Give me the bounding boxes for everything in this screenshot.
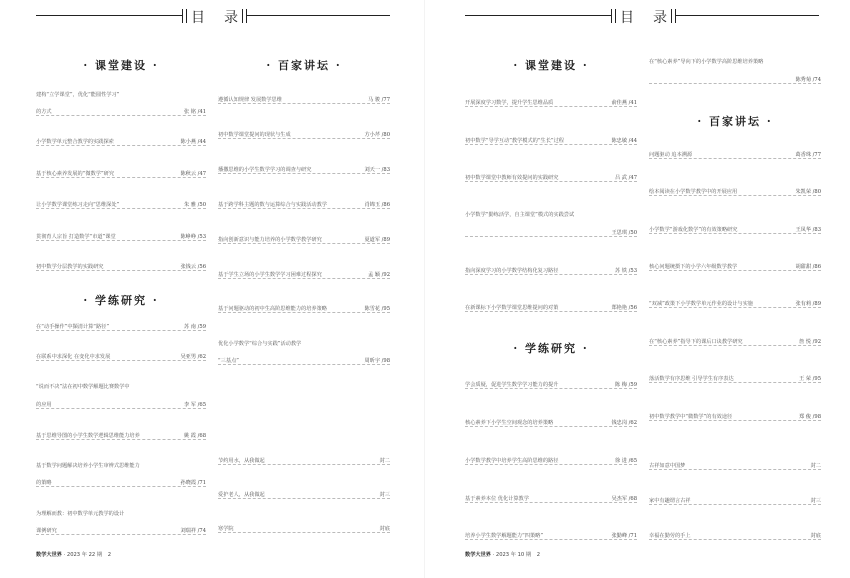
entry-author-page: 马 骏 /77 bbox=[367, 97, 390, 103]
entry-title: 古祥如意中国梦 bbox=[649, 463, 686, 469]
toc-entry[interactable] bbox=[465, 383, 637, 391]
entry-author-page: 朱 雅 /50 bbox=[183, 202, 206, 208]
entry-title: 初中数学教学中“微数学”的有效途径 bbox=[649, 414, 733, 420]
toc-entry[interactable] bbox=[465, 534, 637, 542]
header-bar bbox=[615, 9, 616, 23]
entry-author-page: 吕 武 /47 bbox=[614, 175, 637, 181]
toc-page-right bbox=[425, 0, 850, 578]
entry-author-page: 郑 俊 /98 bbox=[798, 414, 821, 420]
header-bar bbox=[611, 9, 612, 23]
entry-title: 让小学数学课堂练习走向“思维深处” bbox=[36, 202, 120, 208]
section-heading-ketang: · 课堂建设 · bbox=[83, 59, 159, 72]
toc-entry[interactable] bbox=[465, 459, 637, 467]
entry-title: 的策略 bbox=[36, 480, 52, 486]
entry-author-page: 钱忠岗 /62 bbox=[611, 420, 637, 426]
entry-title: “三基点” bbox=[218, 358, 239, 364]
entry-author-page: 刘瑞祥 /74 bbox=[180, 528, 206, 534]
toc-entry[interactable] bbox=[36, 203, 206, 211]
toc-entry[interactable] bbox=[36, 434, 206, 442]
toc-entry[interactable] bbox=[465, 176, 637, 184]
entry-author-page: 张钱云 /56 bbox=[180, 264, 206, 270]
toc-entry[interactable] bbox=[218, 342, 390, 350]
section-heading-xuelian: · 学练研究 · bbox=[83, 294, 159, 307]
entry-author-page: 吴亚男 /62 bbox=[180, 354, 206, 360]
toc-entry[interactable] bbox=[36, 355, 206, 363]
entry-author-page: 吴杰军 /68 bbox=[611, 496, 637, 502]
entry-title: 初中数学“导学互动”教学模式的“生长”过程 bbox=[465, 138, 564, 144]
entry-title: 的方式 bbox=[36, 109, 52, 115]
entry-author-page: 封三 bbox=[379, 492, 390, 498]
toc-entry[interactable] bbox=[218, 493, 390, 501]
entry-author-page: 封底 bbox=[810, 533, 821, 539]
toc-entry[interactable] bbox=[649, 78, 821, 86]
toc-entry[interactable] bbox=[36, 172, 206, 180]
header-bar bbox=[246, 9, 247, 23]
header-title-char: 目 bbox=[191, 10, 205, 26]
entry-author-page: 周昕宇 /98 bbox=[364, 358, 390, 364]
entry-author-page: 刘天一 /83 bbox=[364, 167, 390, 173]
entry-title: 核心素养下小学生空间观念的培养策略 bbox=[465, 420, 554, 426]
entry-title: 初中数学分层教学的实践研究 bbox=[36, 264, 104, 270]
entry-author-page: 封二 bbox=[810, 463, 821, 469]
entry-title: 初中数学课堂提问的现状与生成 bbox=[218, 132, 291, 138]
entry-title: 绘本阅读在小学数学教学中的开展应用 bbox=[649, 189, 738, 195]
toc-entry[interactable] bbox=[36, 403, 206, 411]
entry-title: 基于核心素养发展的“微数学”研究 bbox=[36, 171, 115, 177]
toc-entry[interactable] bbox=[649, 153, 821, 161]
entry-title: 小学数学“游戏化数学”的有效策略研究 bbox=[649, 227, 738, 233]
toc-entry[interactable] bbox=[649, 377, 821, 385]
entry-author-page: 王思琪 /50 bbox=[611, 230, 637, 236]
entry-title: 在“动手操作”中撷清计算“路径” bbox=[36, 324, 110, 330]
toc-entry[interactable] bbox=[218, 133, 390, 141]
toc-entry[interactable] bbox=[36, 529, 206, 537]
entry-title: 指向创新意识与能力培养的小学数学教学研究 bbox=[218, 237, 322, 243]
entry-author-page: 孟 颖 /92 bbox=[367, 272, 390, 278]
toc-entry[interactable] bbox=[649, 534, 821, 542]
entry-author-page: 张勤峰 /71 bbox=[611, 533, 637, 539]
entry-author-page: 郑艳艳 /56 bbox=[611, 305, 637, 311]
entry-title: 爱护老人，从我做起 bbox=[218, 492, 265, 498]
entry-title: 基于跨学科主题的数与运算综合与实践活动教学 bbox=[218, 202, 327, 208]
toc-entry[interactable] bbox=[465, 421, 637, 429]
section-heading-baijia: · 百家讲坛 · bbox=[266, 59, 342, 72]
toc-entry[interactable] bbox=[649, 228, 821, 236]
entry-author-page: 李 军 /65 bbox=[183, 402, 206, 408]
entry-author-page: 夏道军 /89 bbox=[364, 237, 390, 243]
entry-title: 开展深度学习数学，提升学生思维品质 bbox=[465, 100, 554, 106]
toc-entry[interactable] bbox=[36, 140, 206, 148]
entry-author-page: 陈秀菊 /74 bbox=[795, 77, 821, 83]
entry-title: 基于学生立场的小学生数学学习困难过程探究 bbox=[218, 272, 322, 278]
entry-author-page: 苏 南 /59 bbox=[183, 324, 206, 330]
header-bar bbox=[671, 9, 672, 23]
entry-author-page: 肖锦玉 /86 bbox=[364, 202, 390, 208]
entry-title: “双减”政策下小学数学单元作业的设计与实施 bbox=[649, 301, 753, 307]
entry-author-page: 王 荣 /95 bbox=[798, 376, 821, 382]
entry-title: 优化小学数学“综合与实践”活动教学 bbox=[218, 341, 302, 347]
toc-entry[interactable] bbox=[218, 307, 390, 315]
section-heading-ketang: · 课堂建设 · bbox=[513, 59, 589, 72]
entry-title: 在新课标下小学数学课堂思维提问的对策 bbox=[465, 305, 559, 311]
entry-author-page: 陈秋云 /47 bbox=[180, 171, 206, 177]
toc-entry[interactable] bbox=[649, 60, 821, 68]
entry-author-page: 俞佳燕 /41 bbox=[611, 100, 637, 106]
toc-entry[interactable] bbox=[649, 499, 821, 507]
entry-author-page: 陈雪花 /95 bbox=[364, 306, 390, 312]
entry-title: 基于素养本位 优化计算教学 bbox=[465, 496, 529, 502]
toc-header bbox=[36, 6, 390, 26]
entry-title: 小学数学“勤练活学，自主课堂”模式的实践尝试 bbox=[465, 212, 575, 218]
toc-entry[interactable] bbox=[36, 235, 206, 243]
toc-entry[interactable] bbox=[218, 98, 390, 106]
page-footer bbox=[36, 551, 111, 558]
entry-title: 为理解而教：初中数学单元教学的设计 bbox=[36, 511, 125, 517]
header-rule-left bbox=[36, 15, 182, 16]
toc-entry[interactable] bbox=[218, 273, 390, 281]
entry-title: 在“核心素养”导向下的小学数学高阶思维培养策略 bbox=[649, 59, 764, 65]
entry-title: 播撒思维的小学生数学学习的调查与研究 bbox=[218, 167, 312, 173]
section-heading-baijia: · 百家讲坛 · bbox=[697, 115, 773, 128]
issue-label: · 2023 年 10 期 bbox=[492, 552, 532, 558]
entry-author-page: 葛香珠 /77 bbox=[795, 152, 821, 158]
entry-author-page: 苏 铁 /53 bbox=[614, 268, 637, 274]
entry-title: 课例研究 bbox=[36, 528, 57, 534]
toc-entry[interactable] bbox=[36, 385, 206, 393]
entry-title: 核心问题统摄下的小学六年级数学教学 bbox=[649, 264, 738, 270]
entry-author-page: 孙晓霞 /71 bbox=[180, 480, 206, 486]
toc-entry[interactable] bbox=[465, 269, 637, 277]
magazine-name: 数学大世界 bbox=[36, 552, 62, 558]
entry-title: 学会质疑，促进学生数学学习能力的提升 bbox=[465, 382, 559, 388]
entry-author-page: 陈峥峥 /53 bbox=[180, 234, 206, 240]
toc-entry[interactable] bbox=[649, 265, 821, 273]
entry-title: 培养小学生数学解题能力“四策略” bbox=[465, 533, 544, 539]
toc-entry[interactable] bbox=[465, 101, 637, 109]
toc-entry[interactable] bbox=[36, 464, 206, 472]
entry-title: 在联系中求深化 在变化中求发展 bbox=[36, 354, 111, 360]
toc-header bbox=[465, 6, 819, 26]
dot-leader bbox=[218, 532, 390, 533]
toc-entry[interactable] bbox=[36, 110, 206, 118]
toc-entry[interactable] bbox=[649, 464, 821, 472]
toc-entry[interactable] bbox=[218, 168, 390, 176]
entry-title: 基于思维导图的小学生数学逻辑思维能力培养 bbox=[36, 433, 140, 439]
entry-author-page: 封三 bbox=[810, 498, 821, 504]
entry-author-page: 方小芹 /80 bbox=[364, 132, 390, 138]
toc-entry[interactable] bbox=[36, 93, 206, 101]
toc-entry[interactable] bbox=[465, 306, 637, 314]
header-title-char: 录 bbox=[224, 10, 238, 26]
entry-title: 的应用 bbox=[36, 402, 52, 408]
entry-title: 建构“立学课堂”，优化“能圆性学习” bbox=[36, 92, 120, 98]
magazine-name: 数学大世界 bbox=[465, 552, 491, 558]
toc-entry[interactable] bbox=[36, 481, 206, 489]
dot-leader bbox=[36, 408, 206, 409]
page-footer bbox=[465, 551, 540, 558]
toc-entry[interactable] bbox=[218, 459, 390, 467]
toc-entry[interactable] bbox=[36, 265, 206, 273]
section-heading-xuelian: · 学练研究 · bbox=[513, 342, 589, 355]
toc-entry[interactable] bbox=[36, 325, 206, 333]
header-rule-right bbox=[675, 15, 819, 16]
entry-title: 幸福在勤劳的手上 bbox=[649, 533, 691, 539]
entry-author-page: 朱凯荣 /80 bbox=[795, 189, 821, 195]
entry-author-page: 陈忠敏 /44 bbox=[611, 138, 637, 144]
entry-title: 家中有趣谓言古祥 bbox=[649, 498, 691, 504]
entry-title: “说而不决”法在初中数学解题比赛数学中 bbox=[36, 384, 130, 390]
entry-author-page: 胡甜甜 /86 bbox=[795, 264, 821, 270]
entry-author-page: 王凤华 /83 bbox=[795, 227, 821, 233]
toc-entry[interactable] bbox=[649, 340, 821, 348]
entry-author-page: 徐 进 /65 bbox=[614, 458, 637, 464]
page-number: 2 bbox=[536, 552, 541, 558]
toc-entry[interactable] bbox=[465, 139, 637, 147]
toc-entry[interactable] bbox=[465, 213, 637, 221]
entry-author-page: 张 铭 /41 bbox=[183, 109, 206, 115]
header-bar bbox=[186, 9, 187, 23]
toc-entry[interactable] bbox=[218, 203, 390, 211]
header-rule-left bbox=[465, 15, 611, 16]
header-title-char: 目 bbox=[620, 10, 634, 26]
toc-entry[interactable] bbox=[649, 302, 821, 310]
entry-author-page: 封底 bbox=[379, 526, 390, 532]
entry-author-page: 陈 梅 /59 bbox=[614, 382, 637, 388]
entry-title: 问题驱动 追本溯源 bbox=[649, 152, 693, 158]
entry-author-page: 姚 霞 /68 bbox=[183, 433, 206, 439]
toc-entry[interactable] bbox=[218, 359, 390, 367]
entry-title: 指向深度学习的小学数学结构化复习路径 bbox=[465, 268, 559, 274]
toc-entry[interactable] bbox=[218, 527, 390, 535]
entry-title: 基于问题驱动的初中生高阶思维能力的培养策略 bbox=[218, 306, 327, 312]
entry-author-page: 陈小燕 /44 bbox=[180, 139, 206, 145]
toc-entry[interactable] bbox=[218, 238, 390, 246]
toc-entry[interactable] bbox=[465, 231, 637, 239]
entry-author-page: 詹 悦 /92 bbox=[798, 339, 821, 345]
issue-label: · 2023 年 22 期 bbox=[63, 552, 103, 558]
header-title-char: 录 bbox=[653, 10, 667, 26]
dot-leader bbox=[36, 115, 206, 116]
entry-title: 贯彻育人宗旨 打造数学“市道”课堂 bbox=[36, 234, 116, 240]
page-number: 2 bbox=[107, 552, 112, 558]
entry-title: 落活数学有序思维 引导学生有序表达 bbox=[649, 376, 734, 382]
entry-author-page: 封二 bbox=[379, 458, 390, 464]
entry-title: 小学数学教学中培养学生高阶思维的路径 bbox=[465, 458, 559, 464]
entry-title: 节约用水，从我做起 bbox=[218, 458, 265, 464]
header-rule-right bbox=[246, 15, 390, 16]
toc-entry[interactable] bbox=[649, 190, 821, 198]
toc-entry[interactable] bbox=[649, 415, 821, 423]
entry-title: 寒学院 bbox=[218, 526, 234, 532]
entry-title: 基于数学问题解决培养小学生审辨式思维能力 bbox=[36, 463, 140, 469]
entry-title: 在“核心素养”指导下的课后口诀教学研究 bbox=[649, 339, 743, 345]
toc-entry[interactable] bbox=[36, 512, 206, 520]
entry-author-page: 张有莉 /89 bbox=[795, 301, 821, 307]
entry-title: 遵循认知规律 发展数学思维 bbox=[218, 97, 282, 103]
entry-title: 小学数学单元整合教学的实践探索 bbox=[36, 139, 114, 145]
header-bar bbox=[675, 9, 676, 23]
header-bar bbox=[182, 9, 183, 23]
entry-title: 初中数学课堂中教师有效提问的实践研究 bbox=[465, 175, 559, 181]
header-bar bbox=[242, 9, 243, 23]
toc-entry[interactable] bbox=[465, 497, 637, 505]
